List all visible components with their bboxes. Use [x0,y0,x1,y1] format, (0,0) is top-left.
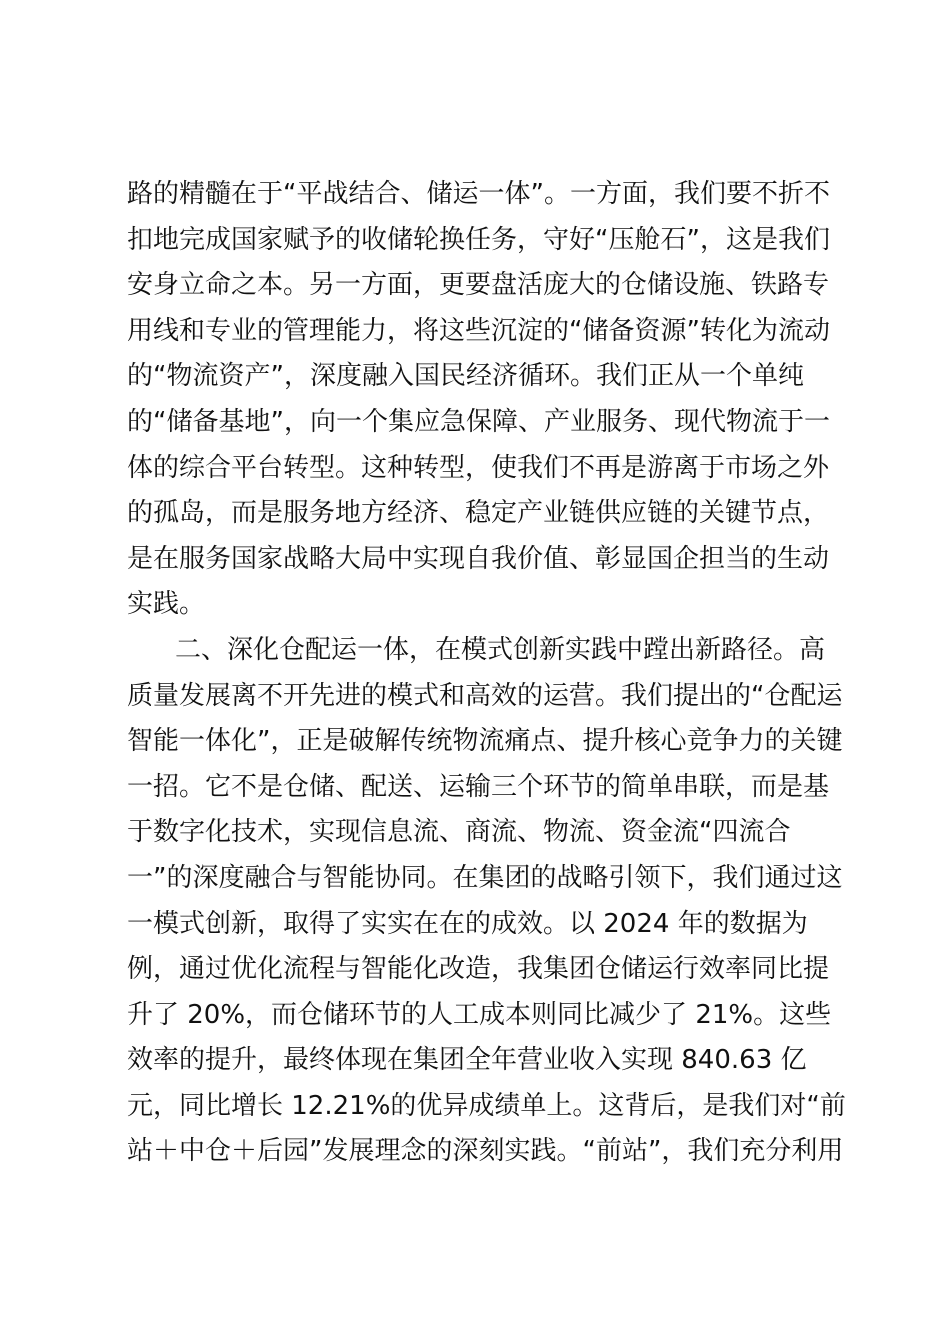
text-line: 一”的深度融合与智能协同。在集团的战略引领下，我们通过这 [127,862,843,893]
text-line: 例，通过优化流程与智能化改造，我集团仓储运行效率同比提 [127,954,830,985]
text-line: 元，同比增长 12.21%的优异成绩单上。这背后，是我们对“前 [127,1090,846,1121]
section-heading-line: 二、深化仓配运一体，在模式创新实践中蹚出新路径。高 [175,634,826,665]
text-line: 的孤岛，而是服务地方经济、稳定产业链供应链的关键节点， [127,498,830,529]
text-line: 实践。 [127,589,206,620]
text-line: 是在服务国家战略大局中实现自我价值、彰显国企担当的生动 [127,543,830,574]
text-line: 体的综合平台转型。这种转型，使我们不再是游离于市场之外 [127,452,830,483]
text-line: 一招。它不是仓储、配送、运输三个环节的简单串联，而是基 [127,771,830,802]
text-line: 升了 20%，而仓储环节的人工成本则同比减少了 21%。这些 [127,999,832,1030]
text-line: 一模式创新，取得了实实在在的成效。以 2024 年的数据为 [127,908,808,939]
text-line: 安身立命之本。另一方面，更要盘活庞大的仓储设施、铁路专 [127,270,830,301]
text-line: 的“储备基地”，向一个集应急保障、产业服务、现代物流于一 [127,406,830,437]
text-line: 效率的提升，最终体现在集团全年营业收入实现 840.63 亿 [127,1045,807,1076]
text-line: 智能一体化”，正是破解传统物流痛点、提升核心竞争力的关键 [127,726,843,757]
text-line: 质量发展离不开先进的模式和高效的运营。我们提出的“仓配运 [127,680,843,711]
text-line: 路的精髓在于“平战结合、储运一体”。一方面，我们要不折不 [127,179,830,209]
text-line: 扣地完成国家赋予的收储轮换任务，守好“压舱石”，这是我们 [127,224,830,255]
text-line: 站＋中仓＋后园”发展理念的深刻实践。“前站”，我们充分利用 [127,1136,844,1167]
text-line: 于数字化技术，实现信息流、商流、物流、资金流“四流合 [127,817,791,848]
text-line: 的“物流资产”，深度融入国民经济循环。我们正从一个单纯 [127,361,804,392]
text-line: 用线和专业的管理能力，将这些沉淀的“储备资源”转化为流动 [127,315,830,346]
body-text [127,172,846,1175]
